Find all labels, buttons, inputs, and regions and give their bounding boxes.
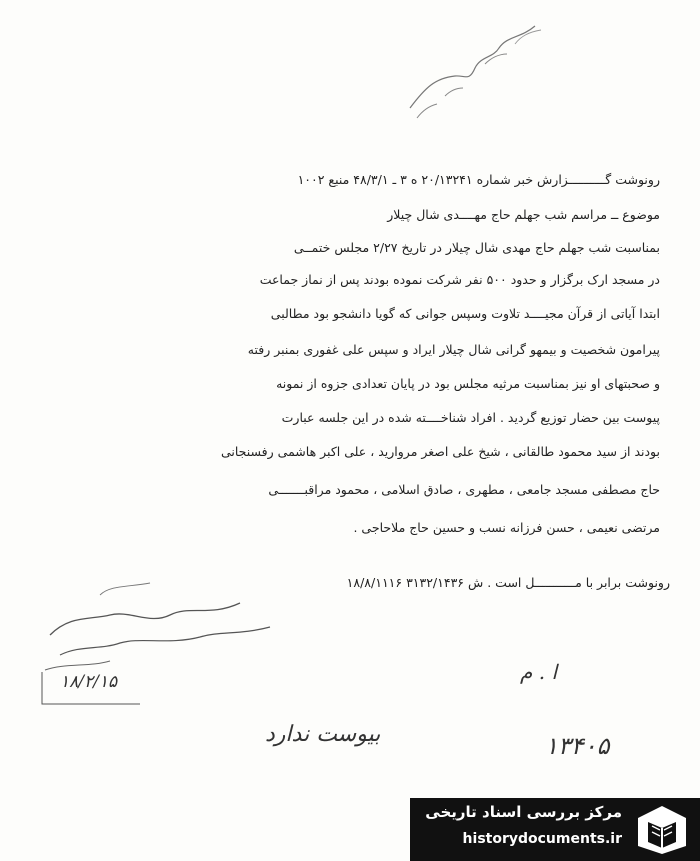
margin-date-underline: [40, 670, 150, 710]
no-attachment-note: بیوست ندارد: [265, 722, 381, 747]
archive-book-logo-icon: [632, 802, 692, 857]
report-line-2: موضوع ــ مراسم شب جهلم حاج مهــــدی شال چیلار: [387, 207, 660, 222]
corner-handwriting-mark: [395, 18, 555, 128]
report-line-6: پیرامون شخصیت و بیمهو گرانی شال چیلار ایراد و سپس علی غفوری بمنبر رفته: [247, 342, 660, 357]
report-line-10: حاج مصطفی مسجد جامعی ، مطهری ، صادق اسلامی ، محمود مراقبـــــــی: [268, 482, 660, 497]
archive-footer-band: [410, 798, 700, 861]
report-line-3: بمناسبت شب جهلم حاج مهدی شال چیلار در تاریخ ۲/۲۷ مجلس ختمــی: [293, 240, 660, 255]
report-line-4: در مسجد ارک برگزار و حدود ۵۰۰ نفر شرکت نموده بودند پس از نماز جماعت: [259, 272, 660, 287]
archive-title: مرکز بررسی اسناد تاریخی: [425, 803, 622, 821]
report-line-1: رونوشت گــــــــــزارش خبر شماره ۲۰/۱۳۲۴۱ ه ۳ ـ ۴۸/۳/۱ منبع ۱۰۰۲: [297, 172, 660, 187]
report-line-8: پیوست بین حضار توزیع گردید . افراد شناخــــته شده در این جلسه عبارت: [281, 410, 660, 425]
report-line-7: و صحبتهای او نیز بمناسبت مرثیه مجلس بود در پایان تعدادی جزوه از نمونه: [276, 376, 660, 391]
initial-signature: ا . م: [520, 660, 558, 684]
left-handwriting-scribble: [40, 575, 280, 685]
archive-url[interactable]: historydocuments.ir: [462, 831, 622, 847]
margin-handwritten-date: ۱۸/۲/۱۵: [60, 672, 118, 692]
document-number: ۱۳۴۰۵: [545, 732, 610, 760]
copy-certification-line: رونوشت برابر با مـــــــــــل است . ش ۳۱۳۲/۱۴۳۶ ۱۸/۸/۱۱۱۶: [346, 575, 670, 590]
report-line-9: بودند از سید محمود طالقانی ، شیخ علی اصغر مروارید ، علی اکبر هاشمی رفسنجانی: [220, 444, 660, 459]
report-line-11: مرتضی نعیمی ، حسن فرزانه نسب و حسین حاج ملاحاجی .: [353, 520, 660, 535]
report-line-5: ابتدا آیاتی از قرآن مجیــــد تلاوت وسپس جوانی که گویا دانشجو بود مطالبی: [270, 306, 660, 321]
